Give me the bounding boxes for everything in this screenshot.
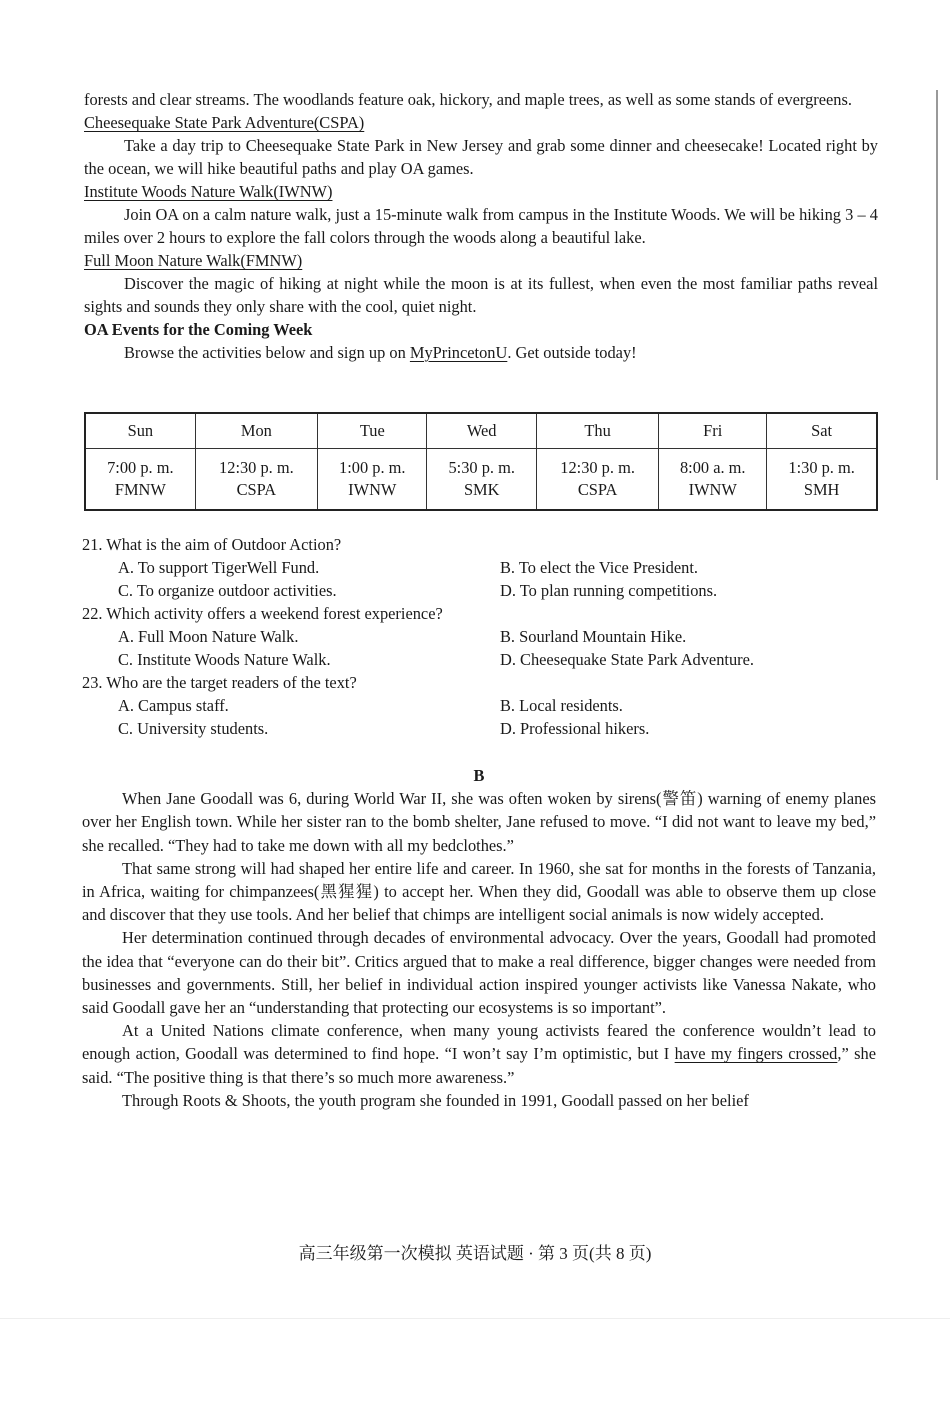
paragraph: When Jane Goodall was 6, during World War II, she was often woken by sirens(警笛) warning of enemy planes over her English town. While her sister ran to the bomb shelter, Jane refused to move. “I did not want to leave my bed,” she recalled. “They had to take me down with all my bedclothes.” — [82, 789, 876, 855]
questions — [82, 533, 876, 740]
activity-text-cspa: Take a day trip to Cheesequake State Park in New Jersey and grab some dinner and cheesecake! Located right by the ocean, we will hike beautiful paths and play OA games. — [84, 136, 878, 178]
page-footer: 高三年级第一次模拟 英语试题 · 第 3 页(共 8 页) — [298, 1244, 652, 1263]
events-intro — [84, 341, 878, 364]
day-cell: Sun — [85, 413, 195, 449]
event-code: SMK — [463, 480, 500, 499]
activity-text-fmnw: Discover the magic of hiking at night while the moon is at its fullest, when even the most familiar paths reveal sights and sounds they only share with the cool, quiet night. — [84, 274, 878, 316]
event-time: 7:00 p. m. — [107, 458, 174, 477]
paragraph: That same strong will had shaped her entire life and career. In 1960, she sat for months in the forests of Tanzania, in Africa, waiting for chimpanzees(黑猩猩) to accept her. When they did, Goodall was able to observe them up close and discover that they use tools. And her belief that chimps are intelligent social animals is now widely accepted. — [82, 858, 876, 925]
option-d: D. To plan running competitions. — [500, 581, 718, 600]
event-time: 1:00 p. m. — [339, 458, 406, 477]
day-cell: Fri — [659, 413, 767, 449]
passage-a — [84, 88, 878, 364]
event-code: CSPA — [577, 480, 618, 499]
intro-tail: forests and clear streams. The woodlands feature oak, hickory, and maple trees, as well as some stands of evergreens. — [84, 90, 852, 109]
schedule-table — [84, 412, 878, 511]
event-cell — [536, 449, 658, 511]
event-cell — [427, 449, 536, 511]
event-time: 8:00 a. m. — [679, 458, 746, 477]
event-time: 12:30 p. m. — [219, 458, 294, 477]
question-23 — [82, 671, 876, 740]
paragraph: Her determination continued through decades of environmental advocacy. Over the years, Goodall had promoted the idea that “everyone can do their bit”. Critics argued that to make a real difference, bigger changes were needed from businesses and governments. Still, her belief in individual action inspired younger activists like Vanessa Nakate, who said Goodall gave her an “understanding that protecting our ecosystems is so important”. — [82, 928, 876, 1018]
event-cell — [318, 449, 427, 511]
event-time: 1:30 p. m. — [788, 458, 855, 477]
paragraph-text-end: ,” she said. “The positive thing is that there’s so much more awareness.” — [82, 1044, 876, 1087]
option-a: A. Campus staff. — [118, 696, 229, 715]
question-21 — [82, 533, 876, 602]
event-code: CSPA — [236, 480, 277, 499]
event-code: SMH — [803, 480, 840, 499]
section-label: B — [473, 766, 485, 785]
option-c: C. Institute Woods Nature Walk. — [118, 650, 331, 669]
paragraph-text: At a United Nations climate conference, when many young activists feared the conference wouldn’t lead to enough action, Goodall was determined to find hope. “I won’t say I’m optimistic, but I — [82, 1021, 876, 1064]
event-code: FMNW — [114, 480, 166, 499]
question-22 — [82, 602, 876, 671]
events-heading: OA Events for the Coming Week — [84, 320, 313, 339]
day-cell: Sat — [767, 413, 877, 449]
activity-title-iwnw: Institute Woods Nature Walk(IWNW) — [84, 182, 333, 201]
event-cell — [195, 449, 317, 511]
myprincetonu-link: MyPrincetonU — [409, 343, 508, 362]
day-cell: Mon — [195, 413, 317, 449]
scan-edge-line — [936, 90, 938, 480]
option-d: D. Cheesequake State Park Adventure. — [500, 650, 754, 669]
page-bottom-edge — [0, 1318, 950, 1319]
events-intro-text: Browse the activities below and sign up on — [124, 343, 410, 362]
schedule-table-wrap — [84, 412, 878, 511]
underlined-phrase: have my fingers crossed — [674, 1044, 838, 1064]
event-code: IWNW — [688, 480, 737, 499]
events-intro-end: . Get outside today! — [507, 343, 637, 362]
day-cell: Wed — [427, 413, 536, 449]
event-code: IWNW — [348, 480, 397, 499]
option-b: B. To elect the Vice President. — [500, 558, 698, 577]
event-time: 12:30 p. m. — [560, 458, 635, 477]
option-b: B. Sourland Mountain Hike. — [500, 627, 687, 646]
activity-title-fmnw: Full Moon Nature Walk(FMNW) — [84, 251, 303, 270]
option-d: D. Professional hikers. — [500, 719, 650, 738]
day-cell: Tue — [318, 413, 427, 449]
option-c: C. To organize outdoor activities. — [118, 581, 337, 600]
paragraph — [82, 1019, 876, 1089]
option-a: A. Full Moon Nature Walk. — [118, 627, 299, 646]
option-a: A. To support TigerWell Fund. — [118, 558, 320, 577]
question-stem: 21. What is the aim of Outdoor Action? — [82, 535, 342, 554]
passage-b — [82, 764, 876, 1112]
schedule-body-row — [85, 449, 877, 511]
activity-text-iwnw: Join OA on a calm nature walk, just a 15-minute walk from campus in the Institute Woods. We will be hiking 3 – 4 miles over 2 hours to explore the fall colors through the woods along a beautiful lake. — [84, 205, 878, 247]
option-b: B. Local residents. — [500, 696, 623, 715]
day-cell: Thu — [536, 413, 658, 449]
event-cell — [659, 449, 767, 511]
event-cell — [767, 449, 877, 511]
schedule-header-row — [85, 413, 877, 449]
paragraph: Through Roots & Shoots, the youth program she founded in 1991, Goodall passed on her belief — [122, 1090, 749, 1110]
question-stem: 23. Who are the target readers of the text? — [82, 673, 357, 692]
question-stem: 22. Which activity offers a weekend forest experience? — [82, 604, 443, 623]
event-time: 5:30 p. m. — [448, 458, 515, 477]
event-cell — [85, 449, 195, 511]
option-c: C. University students. — [118, 719, 269, 738]
activity-title-cspa: Cheesequake State Park Adventure(CSPA) — [84, 113, 365, 132]
